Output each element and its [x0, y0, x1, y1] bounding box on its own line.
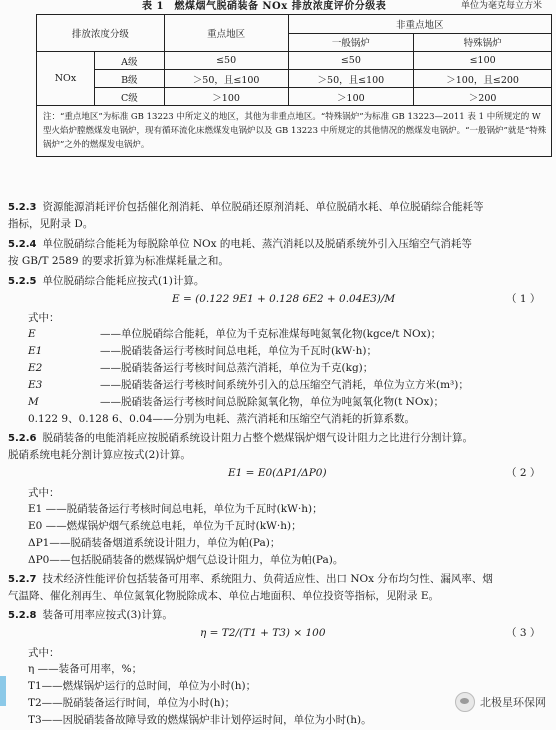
- section-5-2-5: [8, 274, 204, 289]
- where-label: 式中：: [28, 647, 60, 659]
- where-label: 式中：: [28, 312, 60, 324]
- section-5-2-8: [8, 608, 173, 623]
- definition-row: ΔP0——包括脱硝装备的燃煤锅炉烟气总设计阻力，单位为帕(Pa)。: [28, 554, 344, 566]
- general-value-cell: ＞50，且≤100: [288, 70, 414, 88]
- equation-2-number: （ 2 ）: [506, 467, 541, 479]
- definition-row: ΔP1——脱硝装备烟道系统设计阻力，单位为帕(Pa)；: [28, 537, 281, 549]
- definition-row: T1——燃煤锅炉运行的总时间，单位为小时(h)；: [28, 680, 257, 692]
- section-number: 5.2.3: [8, 202, 37, 213]
- section-number: 5.2.7: [8, 574, 37, 585]
- paragraph-text: 装备可用率应按式(3)计算。: [42, 609, 173, 621]
- table-title: 表 1 燃煤烟气脱硝装备 NOx 排放浓度评价分级表: [142, 1, 387, 12]
- paragraph-text: 脱硝装备的电能消耗应按脱硝系统设计阻力占整个燃煤锅炉烟气设计阻力之比进行分割计算。: [42, 432, 473, 444]
- general-value-cell: ＞100: [288, 88, 414, 106]
- key-value-cell: ＞100: [164, 88, 288, 106]
- wechat-icon: [455, 692, 475, 712]
- where-label: 式中：: [28, 487, 60, 499]
- section-number: 5.2.6: [8, 433, 37, 444]
- definition-row: E2 ——脱硝装备运行考核时间总蒸汽消耗，单位为千克(kg)；: [28, 362, 374, 374]
- grade-cell: A级: [94, 52, 164, 70]
- equation-3-number: （ 3 ）: [506, 627, 541, 639]
- header-special-boiler: 特殊锅炉: [414, 33, 552, 52]
- table-row: [37, 52, 552, 70]
- equation-1-number: （ 1 ）: [506, 293, 541, 305]
- section-5-2-6: [8, 431, 473, 446]
- table-caption: [0, 0, 556, 11]
- definition-row: η ——装备可用率，%；: [28, 663, 143, 675]
- table-row: [37, 70, 552, 88]
- side-tab-decoration: [0, 676, 6, 706]
- definition-row: E ——单位脱硝综合能耗，单位为千克标准煤每吨氮氧化物(kgce/t NOx)；: [28, 328, 442, 340]
- definition-row: E1 ——脱硝装备运行考核时间总电耗，单位为千瓦时(kW·h)；: [28, 345, 377, 357]
- definition-row: T3——因脱硝装备故障导致的燃煤锅炉非计划停运时间，单位为小时(h)。: [28, 714, 372, 726]
- table-row: [37, 88, 552, 106]
- section-5-2-4: [8, 237, 472, 252]
- header-general-boiler: 一般锅炉: [288, 33, 414, 52]
- key-value-cell: ＞50，且≤100: [164, 70, 288, 88]
- paragraph-continuation: 气温降、催化剂再生、单位氮氧化物脱除成本、单位占地面积、单位投资等指标，见附录 E。: [8, 590, 440, 602]
- grade-cell: C级: [94, 88, 164, 106]
- section-number: 5.2.5: [8, 276, 37, 287]
- watermark: [455, 692, 546, 712]
- emission-grade-table: [36, 14, 552, 157]
- special-value-cell: ＞200: [414, 88, 552, 106]
- coefficient-line: 0.122 9、0.128 6、0.04——分别为电耗、蒸汽消耗和压缩空气消耗的折算系数。: [28, 413, 416, 425]
- section-5-2-7: [8, 572, 493, 587]
- watermark-text: 北极星环保网: [480, 696, 546, 709]
- definition-row: E0 ——燃煤锅炉烟气系统总电耗，单位为千瓦时(kW·h)；: [28, 520, 302, 532]
- special-value-cell: ＞100，且≤200: [414, 70, 552, 88]
- paragraph-text: 技术经济性能评价包括装备可用率、系统阻力、负荷适应性、出口 NOx 分布均匀性、漏风率、烟: [42, 573, 493, 585]
- paragraph-text: 单位脱硝综合能耗为每脱除单位 NOx 的电耗、蒸汽消耗以及脱硝系统外引入压缩空气消耗等: [42, 238, 472, 250]
- header-nonkey-region: 非重点地区: [288, 15, 552, 34]
- special-value-cell: ≤100: [414, 52, 552, 70]
- paragraph-continuation: 按 GB/T 2589 的要求折算为标准煤耗量之和。: [8, 255, 229, 267]
- table-unit: 单位为毫克每立方米: [460, 1, 542, 11]
- header-level: 排放浓度分级: [37, 15, 165, 52]
- equation-1: E = (0.122 9E1 + 0.128 6E2 + 0.04E3)/M: [172, 293, 396, 305]
- definition-row: T2——脱硝装备运行时间，单位为小时(h)；: [28, 697, 236, 709]
- equation-3: η = T2/(T1 + T3) × 100: [200, 627, 326, 639]
- paragraph-text: 资源能源消耗评价包括催化剂消耗、单位脱硝还原剂消耗、单位脱硝水耗、单位脱硝综合能耗等: [42, 201, 484, 213]
- general-value-cell: ≤50: [288, 52, 414, 70]
- equation-2: E1 = E0(ΔP1/ΔP0): [228, 467, 327, 479]
- paragraph-continuation: 指标，见附录 D。: [8, 218, 94, 230]
- paragraph-continuation: 脱硝系统电耗分割计算应按式(2)计算。: [8, 449, 191, 461]
- definition-row: E1 ——脱硝装备运行考核时间总电耗，单位为千瓦时(kW·h)；: [28, 503, 323, 515]
- table-note: 注：“重点地区”为标准 GB 13223 中所定义的地区，其他为非重点地区。“特殊锅炉”为标准 GB 13223—2011 表 1 中所规定的 W 型火焰炉膛燃煤发电锅炉，现有循环流化床燃煤发电锅炉以及 GB 13223 中所规定的其他情况的燃煤发电锅炉。“一般锅炉”就是“特殊锅炉”之外的燃煤发电锅炉。: [37, 106, 552, 157]
- header-key-region: 重点地区: [164, 15, 288, 52]
- definition-row: E3 ——脱硝装备运行考核时间系统外引入的总压缩空气消耗，单位为立方米(m³)；: [28, 379, 469, 391]
- definition-row: M ——脱硝装备运行考核时间总脱除氮氧化物，单位为吨氮氧化物(t NOx)；: [28, 396, 444, 408]
- grade-cell: B级: [94, 70, 164, 88]
- pollutant-cell: NOx: [37, 52, 95, 106]
- section-number: 5.2.4: [8, 239, 37, 250]
- section-number: 5.2.8: [8, 610, 37, 621]
- paragraph-text: 单位脱硝综合能耗应按式(1)计算。: [42, 275, 205, 287]
- section-5-2-3: [8, 200, 483, 215]
- key-value-cell: ≤50: [164, 52, 288, 70]
